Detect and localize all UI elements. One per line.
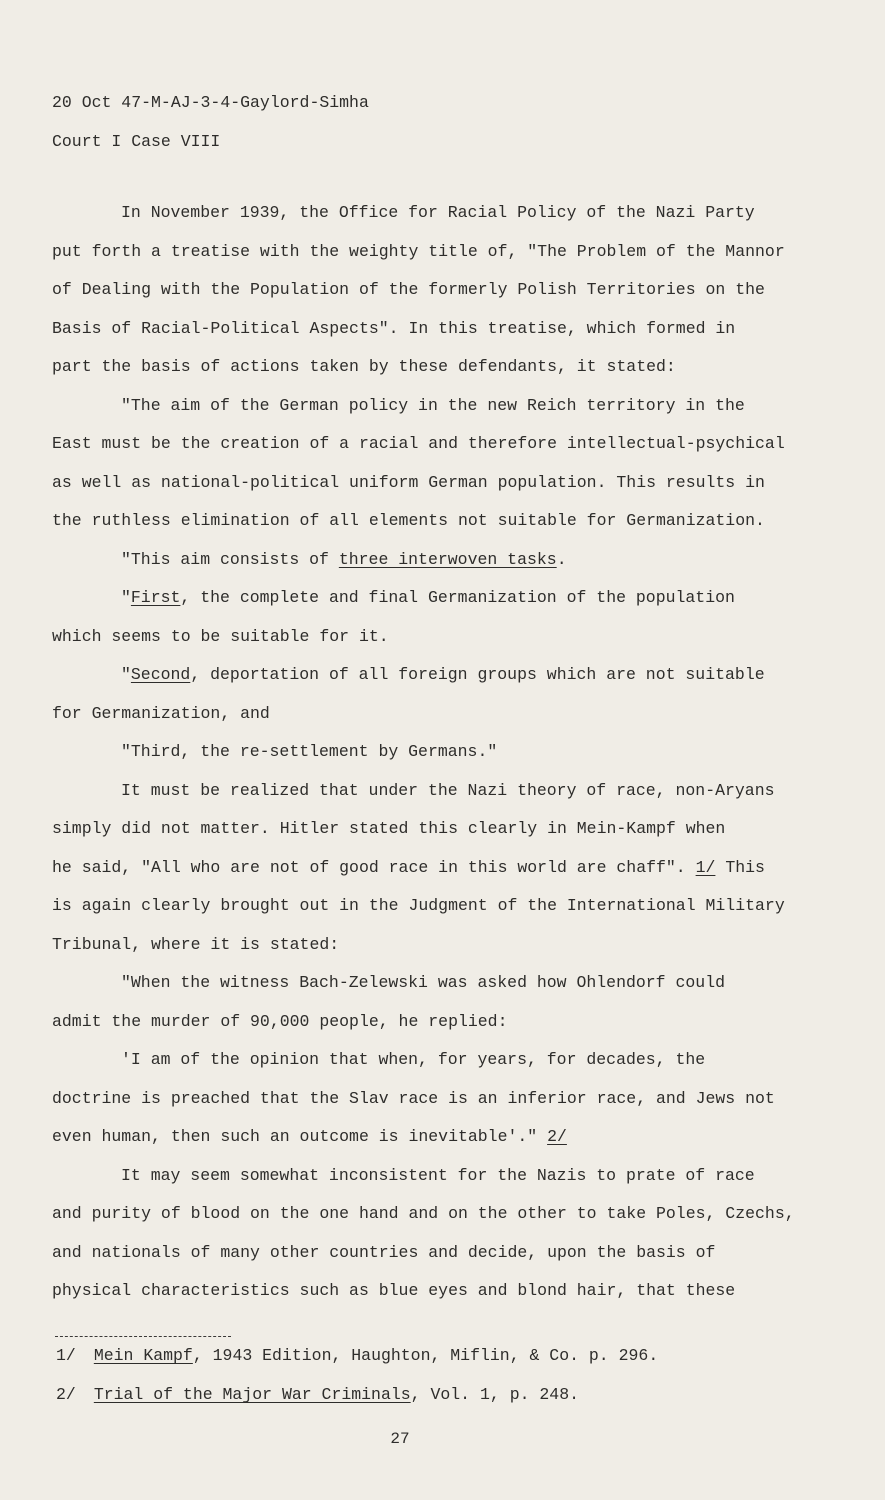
document-reference: 20 Oct 47-M-AJ-3-4-Gaylord-Simha: [52, 93, 369, 112]
footnote-text: , 1943 Edition, Haughton, Miflin, & Co. p. 296.: [192, 1346, 659, 1365]
page-number: 27: [390, 1430, 410, 1448]
underlined-text: First: [130, 588, 181, 607]
text-line: of Dealing with the Population of the formerly Polish Territories on the: [52, 280, 765, 299]
footnote-title: Mein Kampf: [93, 1346, 193, 1365]
quote-line: doctrine is preached that the Slav race is an inferior race, and Jews not: [52, 1088, 775, 1108]
quote-line: "Third, the re-settlement by Germans.": [121, 742, 498, 761]
footnote-ref: 2/: [547, 1127, 567, 1146]
text-line: put forth a treatise with the weighty title of, "The Problem of the Mannor: [52, 241, 785, 261]
quote-line: admit the murder of 90,000 people, he replied:: [52, 1011, 508, 1031]
text-line: simply did not matter. Hitler stated this clearly in Mein-Kampf when: [52, 819, 726, 838]
quote-line: "The aim of the German policy in the new Reich territory in the: [121, 395, 745, 415]
text-line: Tribunal, where it is stated:: [52, 934, 340, 954]
footnote-text: , Vol. 1, p. 248.: [410, 1385, 579, 1404]
underlined-text: Second: [130, 665, 191, 684]
text-line: and purity of blood on the one hand and on the other to take Poles, Czechs,: [52, 1204, 795, 1223]
text-fragment: , deportation of all foreign groups which are not suitable: [190, 665, 765, 684]
footnote-divider: [55, 1336, 231, 1337]
document-body: [52, 194, 795, 1311]
text-line: Basis of Racial-Political Aspects". In this treatise, which formed in: [52, 318, 736, 338]
quote-line: [52, 1118, 792, 1157]
quote-line: [52, 579, 792, 618]
text-fragment: even human, then such an outcome is inevitable'.": [52, 1127, 548, 1146]
footnote-number: 1/: [56, 1346, 76, 1365]
footnote-title: Trial of the Major War Criminals: [93, 1385, 411, 1404]
quote-line: [52, 541, 792, 580]
text-fragment: .: [556, 549, 567, 569]
quote-line: 'I am of the opinion that when, for years, for decades, the: [121, 1050, 706, 1069]
text-fragment: ": [121, 588, 131, 607]
text-line: physical characteristics such as blue eyes and blond hair, that these: [52, 1281, 736, 1300]
footnote-number: 2/: [56, 1385, 76, 1404]
text-fragment: "This aim consists of: [121, 549, 339, 569]
quote-line: as well as national-political uniform German population. This results in: [52, 472, 765, 492]
text-fragment: ": [121, 665, 131, 684]
footnote: [56, 1345, 658, 1367]
quote-line: for Germanization, and: [52, 703, 270, 723]
text-line: It must be realized that under the Nazi theory of race, non-Aryans: [121, 780, 775, 800]
quote-line: which seems to be suitable for it.: [52, 626, 389, 646]
footnote: [56, 1384, 579, 1406]
text-fragment: he said, "All who are not of good race in this world are chaff".: [52, 857, 696, 877]
court-case-label: Court I Case VIII: [52, 132, 221, 151]
quote-line: East must be the creation of a racial and therefore intellectual-psychical: [52, 434, 785, 453]
text-line: It may seem somewhat inconsistent for the Nazis to prate of race: [121, 1165, 755, 1185]
quote-line: [52, 656, 792, 695]
text-line: In November 1939, the Office for Racial Policy of the Nazi Party: [121, 203, 755, 222]
text-fragment: , the complete and final Germanization of the population: [180, 588, 735, 607]
text-line: part the basis of actions taken by these defendants, it stated:: [52, 357, 676, 376]
text-line: [52, 849, 792, 888]
footnote-ref: 1/: [695, 857, 716, 877]
text-fragment: This: [715, 857, 765, 877]
underlined-text: three interwoven tasks: [338, 549, 557, 569]
quote-line: "When the witness Bach-Zelewski was asked how Ohlendorf could: [121, 973, 725, 992]
text-line: is again clearly brought out in the Judgment of the International Military: [52, 896, 785, 915]
text-line: and nationals of many other countries and decide, upon the basis of: [52, 1242, 716, 1262]
quote-line: the ruthless elimination of all elements not suitable for Germanization.: [52, 511, 765, 530]
